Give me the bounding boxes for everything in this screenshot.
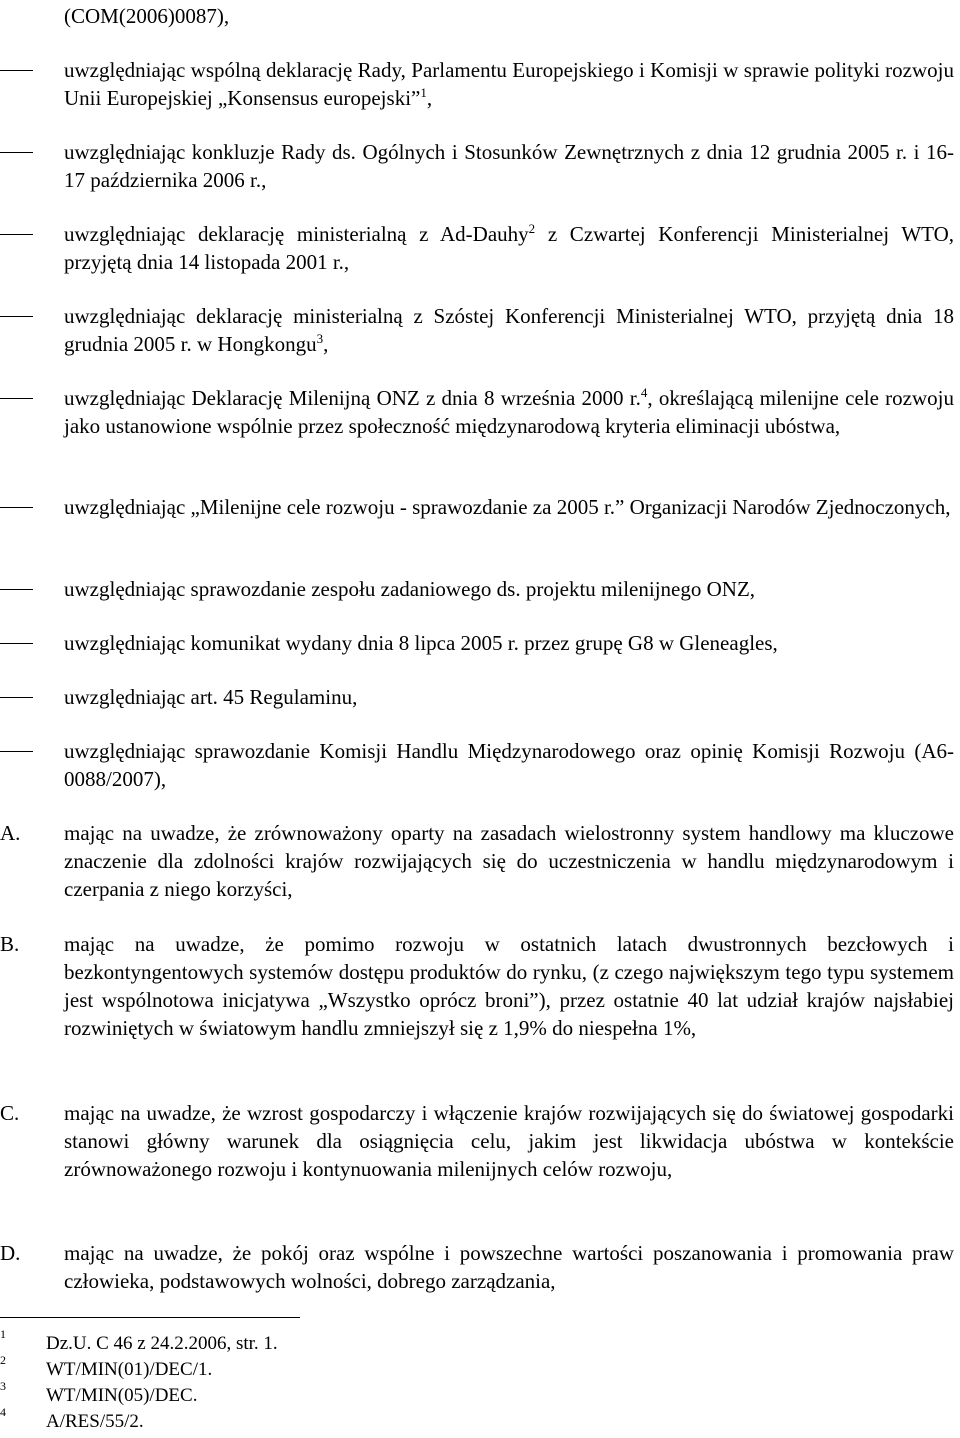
footnote-reference: 1 xyxy=(420,85,427,100)
recital-text-part: mając na uwadze, że zrównoważony oparty na zasadach wielostronny system handlowy ma kluczowe znaczenie dla zdolności krajów rozwijających się do uczestniczenia w handlu międzynarodowym i czerpania z niego korzyści, xyxy=(64,821,954,901)
recital-text xyxy=(64,1099,954,1183)
footnote-number: 3 xyxy=(0,1379,6,1393)
recital-text xyxy=(64,1239,954,1295)
footnote-text: Dz.U. C 46 z 24.2.2006, str. 1. xyxy=(46,1333,278,1354)
footnote-text: WT/MIN(01)/DEC/1. xyxy=(46,1359,213,1380)
recital-text xyxy=(64,683,954,711)
recital-text xyxy=(64,384,954,440)
letter-marker: B. xyxy=(0,932,20,956)
recital-text xyxy=(64,575,954,603)
recital-text-part: mając na uwadze, że pomimo rozwoju w ostatnich latach dwustronnych bezcłowych i bezkontyngentowych systemów dostępu produktów do rynku, (z czego największym tego typu systemem jest wspólnotowa inicjatywa „Wszystko oprócz broni”), przez ostatnie 40 lat udział krajów najsłabiej rozwiniętych w światowym handlu zmniejszył się z 1,9% do niespełna 1%, xyxy=(64,932,954,1040)
recital-text xyxy=(64,930,954,1042)
letter-marker: C. xyxy=(0,1101,20,1125)
recital-text-part: uwzględniając deklarację ministerialną z Szóstej Konferencji Ministerialnej WTO, przyjętą dnia 18 grudnia 2005 r. w Hongkongu xyxy=(64,304,954,356)
recital-text-part: uwzględniając sprawozdanie zespołu zadaniowego ds. projektu milenijnego ONZ, xyxy=(64,577,756,601)
recital-text xyxy=(64,819,954,903)
recital-text xyxy=(64,138,954,194)
footnote-number: 1 xyxy=(0,1327,6,1341)
recital-text-part: uwzględniając wspólną deklarację Rady, Parlamentu Europejskiego i Komisji w sprawie polityki rozwoju Unii Europejskiej „Konsensus europejski” xyxy=(64,58,954,110)
dash-marker xyxy=(0,751,33,752)
dash-marker xyxy=(0,589,33,590)
dash-marker xyxy=(0,507,33,508)
footnote-text: WT/MIN(05)/DEC. xyxy=(46,1385,198,1406)
recital-text-part: z Czwartej Konferencji Ministerialnej WTO, przyjętą dnia 14 listopada 2001 r., xyxy=(64,222,955,274)
recital-text-part: uwzględniając konkluzje Rady ds. Ogólnych i Stosunków Zewnętrznych z dnia 12 grudnia 2005 r. i 16-17 października 2006 r., xyxy=(64,140,954,192)
recital-text-part: mając na uwadze, że wzrost gospodarczy i włączenie krajów rozwijających się do światowej gospodarki stanowi główny warunek dla osiągnięcia celu, jakim jest likwidacja ubóstwa w kontekście zrównoważonego rozwoju i kontynuowania milenijnych celów rozwoju, xyxy=(64,1101,954,1181)
dash-marker xyxy=(0,398,33,399)
dash-marker xyxy=(0,316,33,317)
recital-text xyxy=(64,302,954,358)
recital-text-part: uwzględniając Deklarację Milenijną ONZ z dnia 8 września 2000 r. xyxy=(64,386,641,410)
footnote-reference: 3 xyxy=(316,331,324,346)
recital-text-part: uwzględniając deklarację ministerialną z Ad-Dauhy xyxy=(64,222,529,246)
letter-marker: A. xyxy=(0,821,21,845)
recital-text xyxy=(64,56,954,112)
dash-marker xyxy=(0,643,33,644)
footnote-number: 4 xyxy=(0,1405,6,1419)
recital-text-part: uwzględniając komunikat wydany dnia 8 lipca 2005 r. przez grupę G8 w Gleneagles, xyxy=(64,631,778,655)
footnote-number: 2 xyxy=(0,1353,6,1367)
recital-text-part: , określającą milenijne cele rozwoju jako ustanowione wspólnie przez społeczność międzynarodową kryteria eliminacji ubóstwa, xyxy=(64,386,954,438)
recital-text xyxy=(64,493,954,521)
recital-text xyxy=(64,737,954,793)
recital-text-part: mając na uwadze, że pokój oraz wspólne i powszechne wartości poszanowania i promowania praw człowieka, podstawowych wolności, dobrego zarządzania, xyxy=(64,1241,954,1293)
recital-text xyxy=(64,629,954,657)
dash-marker xyxy=(0,697,33,698)
recital-text-part: uwzględniając sprawozdanie Komisji Handlu Międzynarodowego oraz opinię Komisji Rozwoju (A6-0088/2007), xyxy=(64,739,954,791)
dash-marker xyxy=(0,152,33,153)
recital-text-part: , xyxy=(323,332,329,356)
recital-text-part: uwzględniając art. 45 Regulaminu, xyxy=(64,685,358,709)
dash-marker xyxy=(0,70,33,71)
recital-text-part: , xyxy=(426,86,433,110)
footnote-reference: 4 xyxy=(640,385,648,400)
dash-marker xyxy=(0,234,33,235)
letter-marker: D. xyxy=(0,1241,21,1265)
footnote-reference: 2 xyxy=(528,221,536,236)
recital-text xyxy=(64,220,954,276)
recital-text-part: uwzględniając „Milenijne cele rozwoju - sprawozdanie za 2005 r.” Organizacji Narodów Zjednoczonych, xyxy=(64,495,951,519)
opening-line: (COM(2006)0087), xyxy=(64,4,230,28)
footnote-text: A/RES/55/2. xyxy=(46,1411,144,1432)
footnote-separator xyxy=(0,1317,300,1318)
